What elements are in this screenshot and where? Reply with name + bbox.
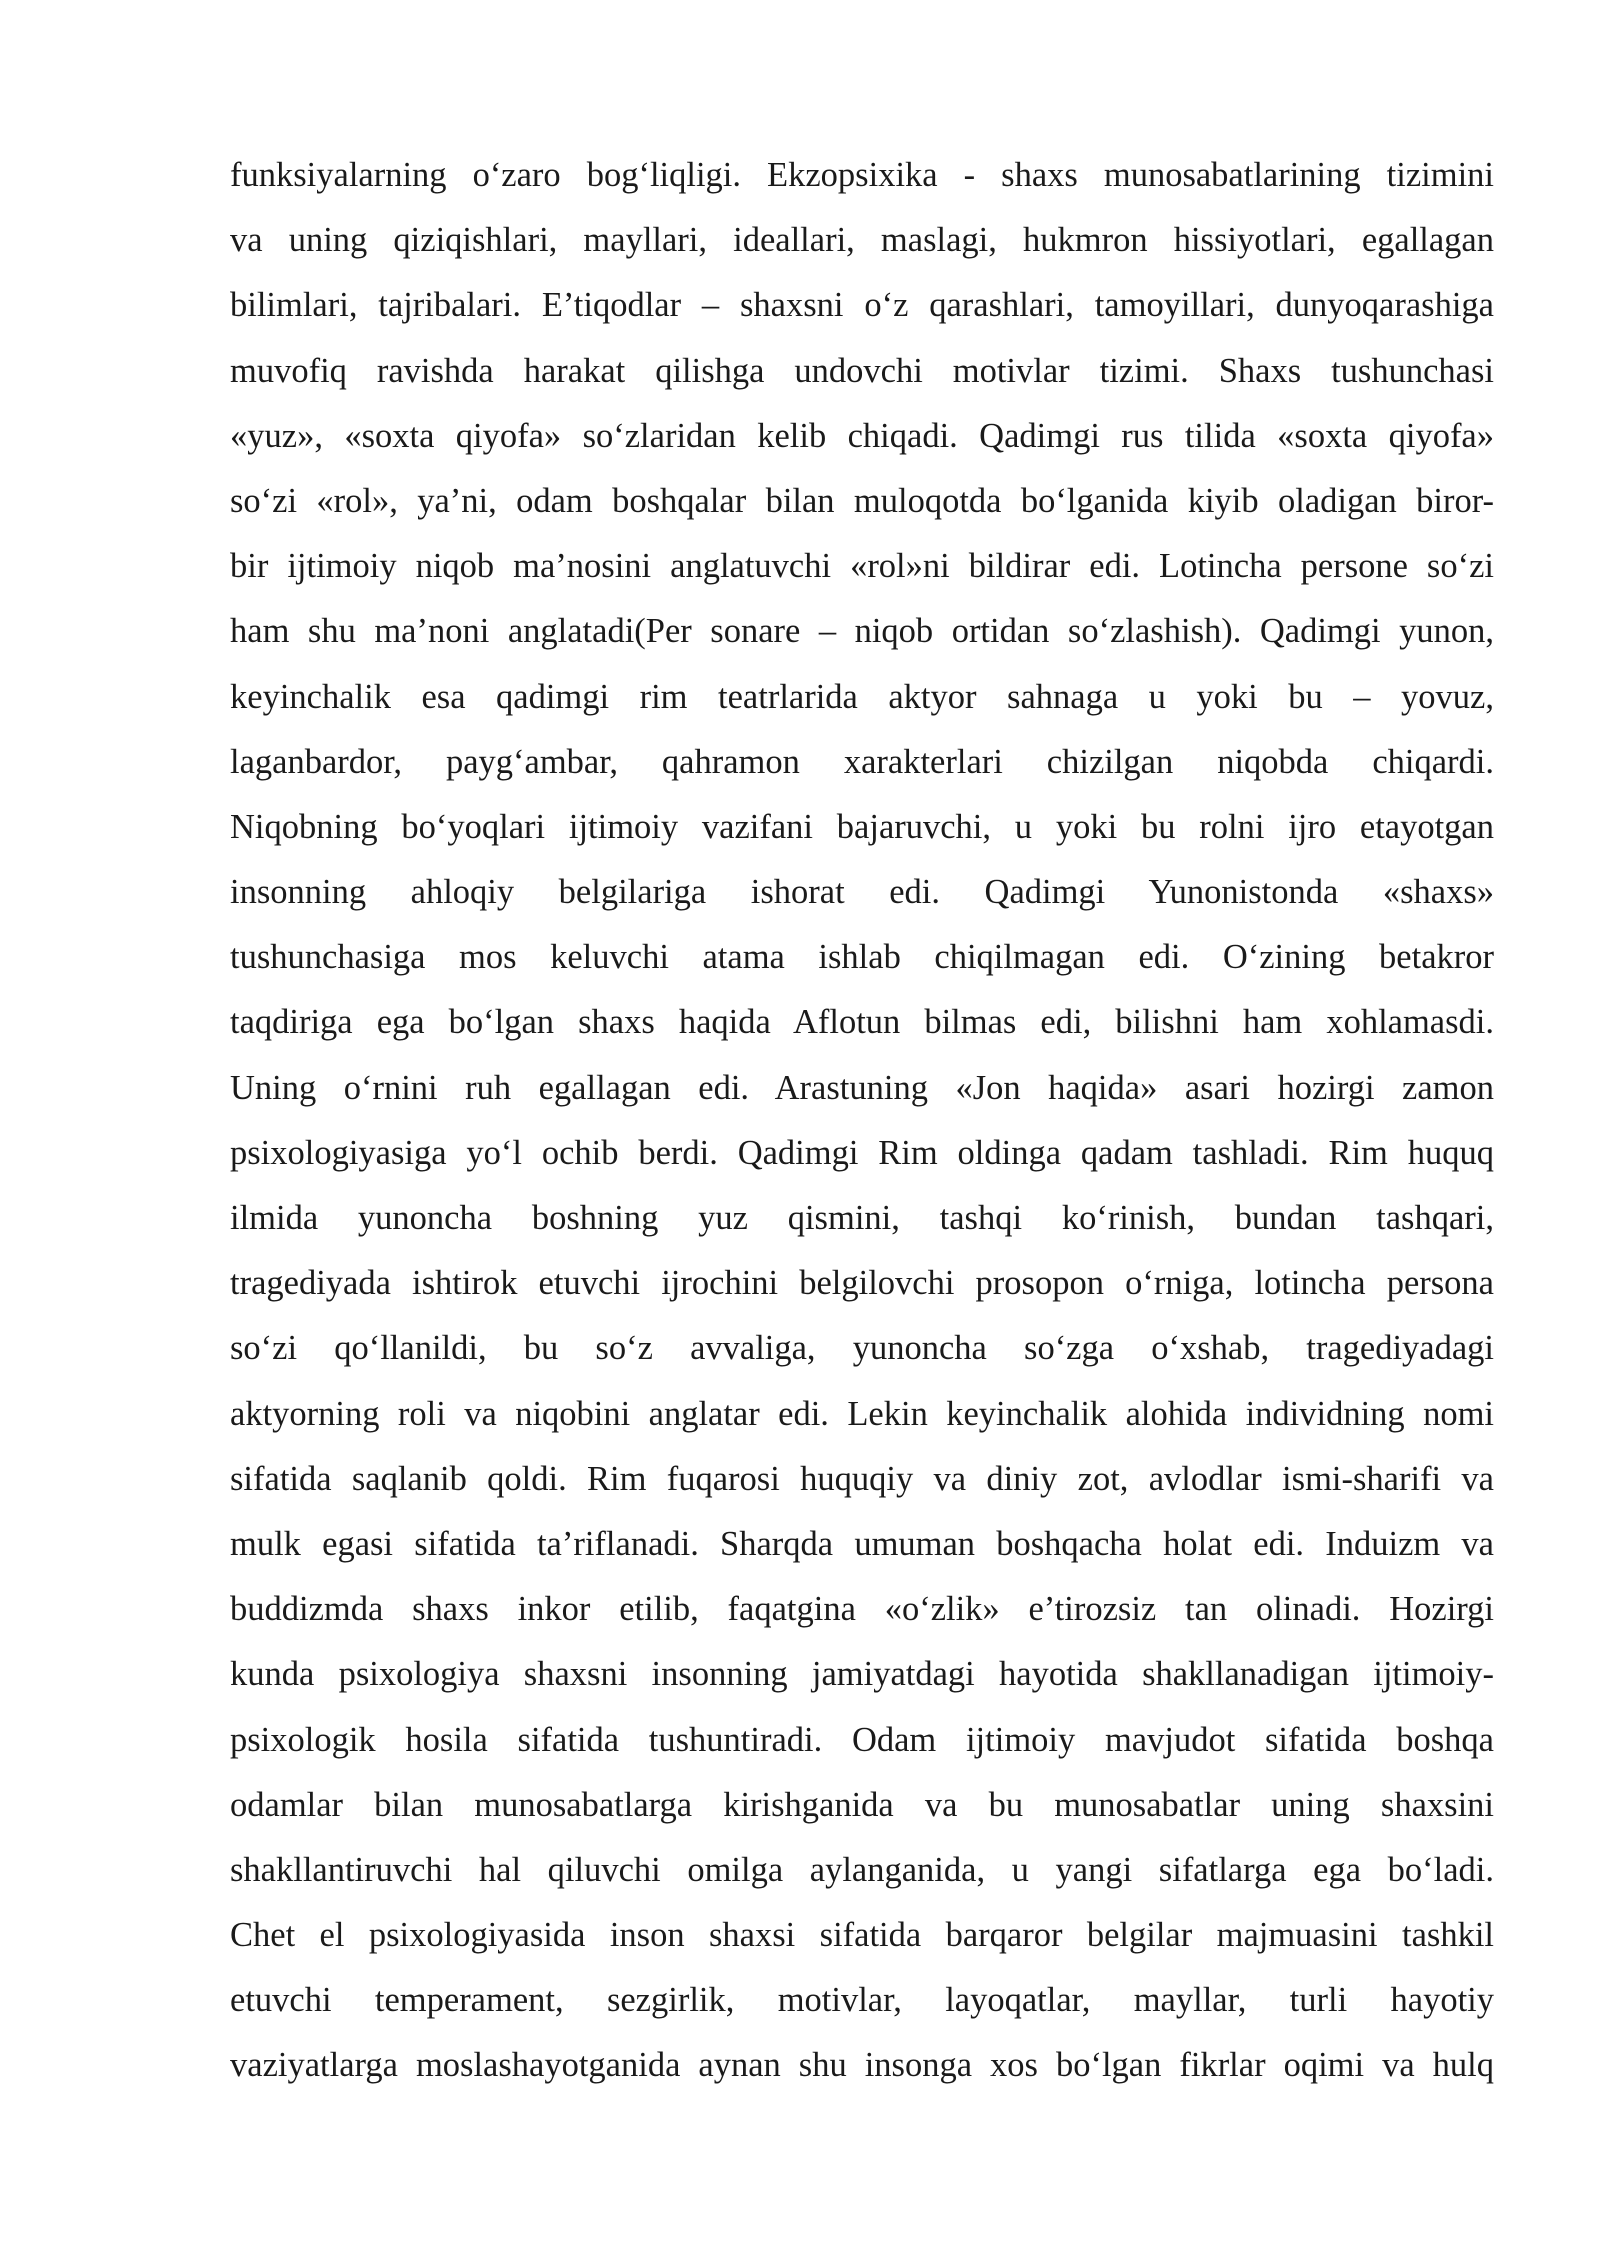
text-line-19: so‘zi qo‘llanildi, bu so‘z avvaliga, yunoncha so‘zga o‘xshab, tragediyadagi: [230, 1329, 1494, 1368]
text-line-27: shakllantiruvchi hal qiluvchi omilga aylanganida, u yangi sifatlarga ega bo‘ladi.: [230, 1850, 1494, 1889]
text-line-3: bilimlari, tajribalari. E’tiqodlar – shaxsni o‘z qarashlari, tamoyillari, dunyoqarashiga: [230, 286, 1494, 325]
text-line-23: buddizmda shaxs inkor etilib, faqatgina «o‘zlik» e’tirozsiz tan olinadi. Hozirgi: [230, 1590, 1494, 1629]
text-line-8: ham shu ma’noni anglatadi(Per sonare – niqob ortidan so‘zlashish). Qadimgi yunon,: [230, 612, 1494, 651]
text-line-17: ilmida yunoncha boshning yuz qismini, tashqi ko‘rinish, bundan tashqari,: [230, 1199, 1494, 1237]
text-line-29: etuvchi temperament, sezgirlik, motivlar, layoqatlar, mayllar, turli hayotiy: [230, 1981, 1494, 2020]
text-line-28: Chet el psixologiyasida inson shaxsi sifatida barqaror belgilar majmuasini tashkil: [230, 1916, 1494, 1955]
text-line-16: psixologiyasiga yo‘l ochib berdi. Qadimgi Rim oldinga qadam tashladi. Rim huquq: [230, 1133, 1494, 1172]
text-line-13: tushunchasiga mos keluvchi atama ishlab chiqilmagan edi. O‘zining betakror: [230, 938, 1494, 977]
text-line-15: Uning o‘rnini ruh egallagan edi. Arastuning «Jon haqida» asari hozirgi zamon: [230, 1068, 1494, 1107]
text-line-4: muvofiq ravishda harakat qilishga undovchi motivlar tizimi. Shaxs tushunchasi: [230, 351, 1494, 390]
text-line-10: laganbardor, payg‘ambar, qahramon xarakterlari chizilgan niqobda chiqardi.: [230, 742, 1494, 781]
text-line-18: tragediyada ishtirok etuvchi ijrochini belgilovchi prosopon o‘rniga, lotincha persona: [230, 1264, 1494, 1303]
text-line-22: mulk egasi sifatida ta’riflanadi. Sharqda umuman boshqacha holat edi. Induizm va: [230, 1524, 1494, 1563]
text-line-21: sifatida saqlanib qoldi. Rim fuqarosi huquqiy va diniy zot, avlodlar ismi-sharifi va: [230, 1459, 1494, 1498]
text-line-30: vaziyatlarga moslashayotganida aynan shu insonga xos bo‘lgan fikrlar oqimi va hulq: [230, 2046, 1494, 2085]
text-line-7: bir ijtimoiy niqob ma’nosini anglatuvchi «rol»ni bildirar edi. Lotincha persone so‘zi: [230, 547, 1494, 586]
text-line-26: odamlar bilan munosabatlarga kirishganida va bu munosabatlar uning shaxsini: [230, 1785, 1494, 1824]
text-line-6: so‘zi «rol», ya’ni, odam boshqalar bilan muloqotda bo‘lganida kiyib oladigan biror-: [230, 481, 1494, 520]
body-text: [230, 143, 1494, 2099]
text-line-25: psixologik hosila sifatida tushuntiradi. Odam ijtimoiy mavjudot sifatida boshqa: [230, 1720, 1494, 1759]
text-line-9: keyinchalik esa qadimgi rim teatrlarida aktyor sahnaga u yoki bu – yovuz,: [230, 677, 1494, 716]
text-line-14: taqdiriga ega bo‘lgan shaxs haqida Aflotun bilmas edi, bilishni ham xohlamasdi.: [230, 1003, 1494, 1042]
text-line-24: kunda psixologiya shaxsni insonning jamiyatdagi hayotida shakllanadigan ijtimoiy-: [230, 1655, 1494, 1694]
text-line-2: va uning qiziqishlari, mayllari, ideallari, maslagi, hukmron hissiyotlari, egallagan: [230, 221, 1494, 260]
text-line-1: funksiyalarning o‘zaro bog‘liqligi. Ekzopsixika - shaxs munosabatlarining tizimini: [230, 156, 1494, 194]
text-line-11: Niqobning bo‘yoqlari ijtimoiy vazifani bajaruvchi, u yoki bu rolni ijro etayotgan: [230, 807, 1494, 846]
text-line-12: insonning ahloqiy belgilariga ishorat edi. Qadimgi Yunonistonda «shaxs»: [230, 873, 1494, 912]
text-line-5: «yuz», «soxta qiyofa» so‘zlaridan kelib chiqadi. Qadimgi rus tilida «soxta qiyofa»: [230, 416, 1494, 455]
text-line-20: aktyorning roli va niqobini anglatar edi. Lekin keyinchalik alohida individning nomi: [230, 1394, 1494, 1433]
